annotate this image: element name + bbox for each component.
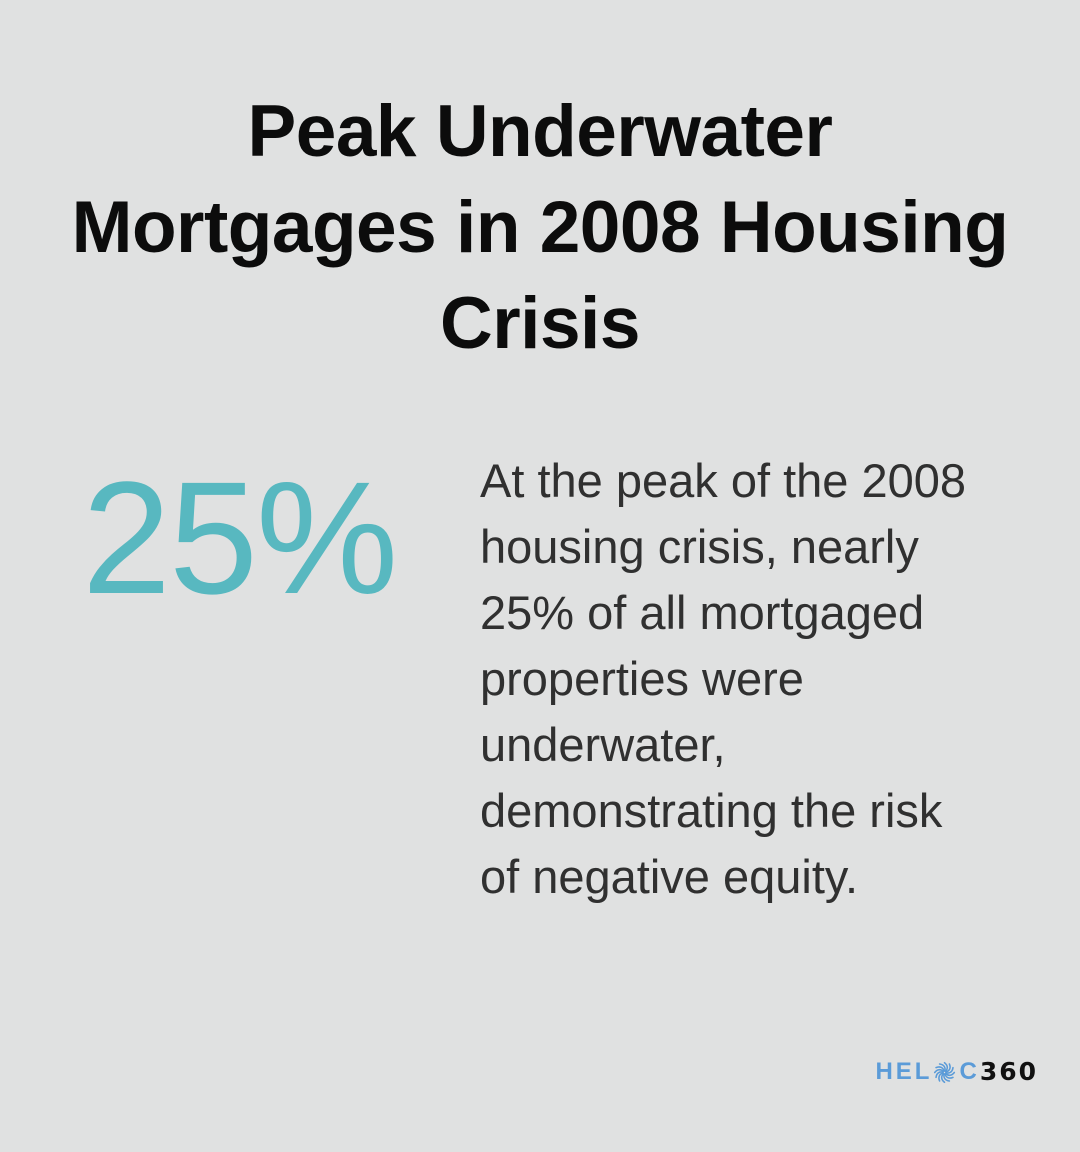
title-line-1: Peak Underwater	[247, 91, 833, 172]
logo-text-c: C	[959, 1058, 980, 1085]
title-line-2: Mortgages in 2008 Housing	[71, 187, 1009, 268]
title-line-3: Crisis	[440, 283, 640, 364]
logo-text-360: 360	[979, 1057, 1038, 1086]
stat-description: At the peak of the 2008 housing crisis, nearly 25% of all mortgaged properties were underwater, demonstrating the risk of negative equity.	[480, 454, 967, 903]
stat-value: 25%	[82, 448, 397, 627]
swirl-icon	[932, 1060, 957, 1085]
page-title	[30, 84, 1050, 372]
brand-logo	[875, 1059, 1038, 1085]
logo-text-hel: HEL	[875, 1058, 933, 1085]
